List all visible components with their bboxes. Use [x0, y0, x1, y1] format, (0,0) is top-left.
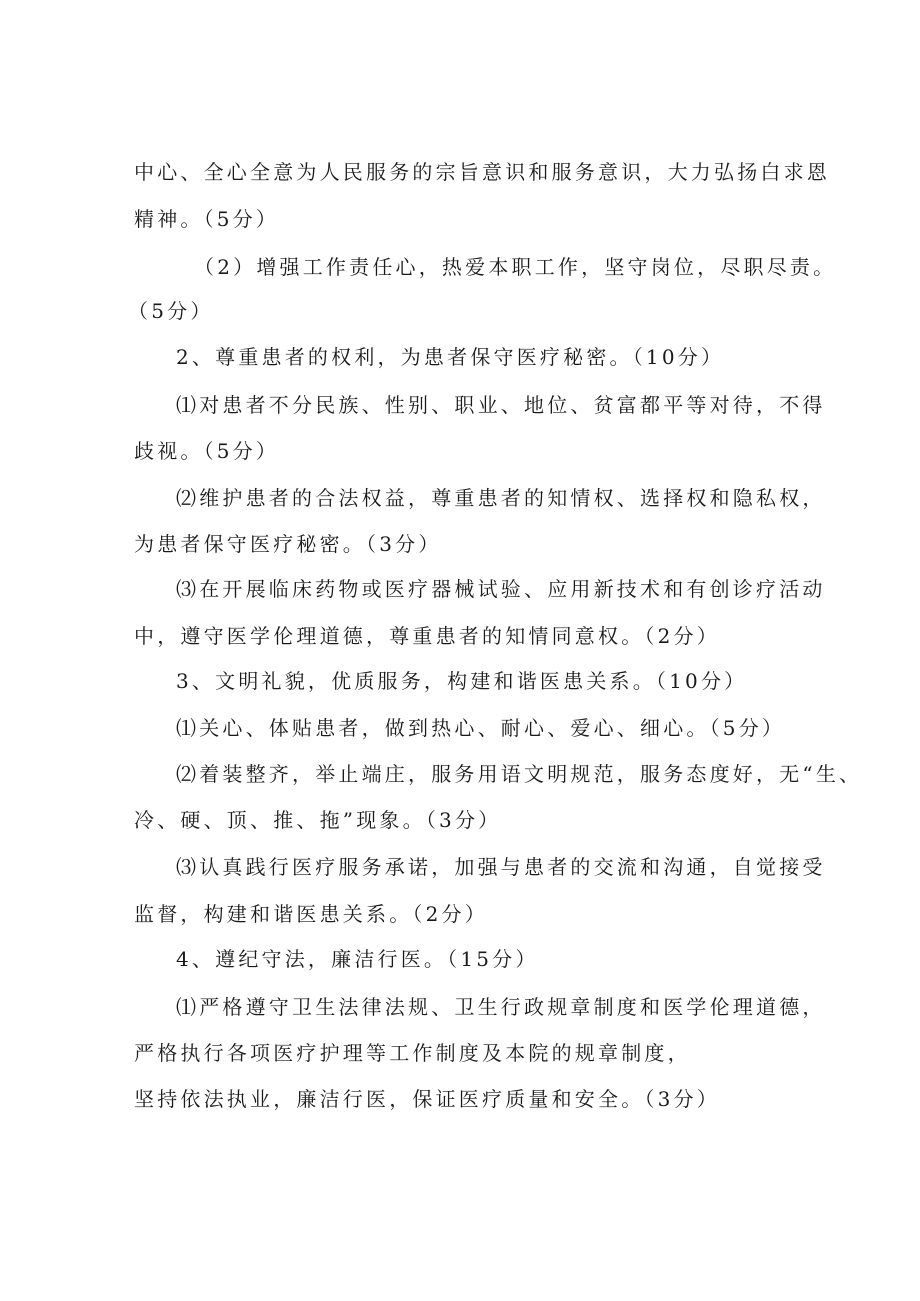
text-line: ⑴关心、体贴患者，做到热心、耐心、爱心、细心。（5分） — [176, 716, 786, 740]
text-line: 中，遵守医学伦理道德，尊重患者的知情同意权。（2分） — [134, 624, 720, 648]
text-line: ⑴严格遵守卫生法律法规、卫生行政规章制度和医学伦理道德， — [176, 995, 826, 1019]
text-line: 为患者保守医疗秘密。（3分） — [134, 532, 442, 556]
text-line: 监督，构建和谐医患关系。（2分） — [134, 902, 488, 926]
text-line: ⑵着装整齐，举止端庄，服务用语文明规范，服务态度好，无“生、 — [176, 762, 863, 786]
section-heading: 2、尊重患者的权利，为患者保守医疗秘密。（10分） — [176, 345, 725, 369]
text-line: 精神。（5分） — [134, 207, 280, 231]
text-line: 严格执行各项医疗护理等工作制度及本院的规章制度， — [134, 1041, 691, 1065]
text-line: 歧视。（5分） — [134, 439, 280, 463]
text-line: 冷、硬、顶、推、拖”现象。（3分） — [134, 808, 502, 832]
text-line: ⑶在开展临床药物或医疗器械试验、应用新技术和有创诊疗活动 — [176, 577, 826, 601]
section-heading: 4、遵纪守法，廉洁行医。（15分） — [176, 947, 539, 971]
text-line: 坚持依法执业，廉洁行医，保证医疗质量和安全。（3分） — [134, 1087, 720, 1111]
text-line: （2）增强工作责任心，热爱本职工作，坚守岗位，尽职尽责。 — [194, 255, 837, 279]
section-heading: 3、文明礼貌，优质服务，构建和谐医患关系。（10分） — [176, 669, 748, 693]
text-line: （5分） — [128, 299, 214, 323]
text-line: ⑵维护患者的合法权益，尊重患者的知情权、选择权和隐私权， — [176, 486, 826, 510]
text-line: ⑶认真践行医疗服务承诺，加强与患者的交流和沟通，自觉接受 — [176, 855, 826, 879]
text-line: 中心、全心全意为人民服务的宗旨意识和服务意识，大力弘扬白求恩 — [134, 160, 830, 184]
text-line: ⑴对患者不分民族、性别、职业、地位、贫富都平等对待，不得 — [176, 393, 826, 417]
